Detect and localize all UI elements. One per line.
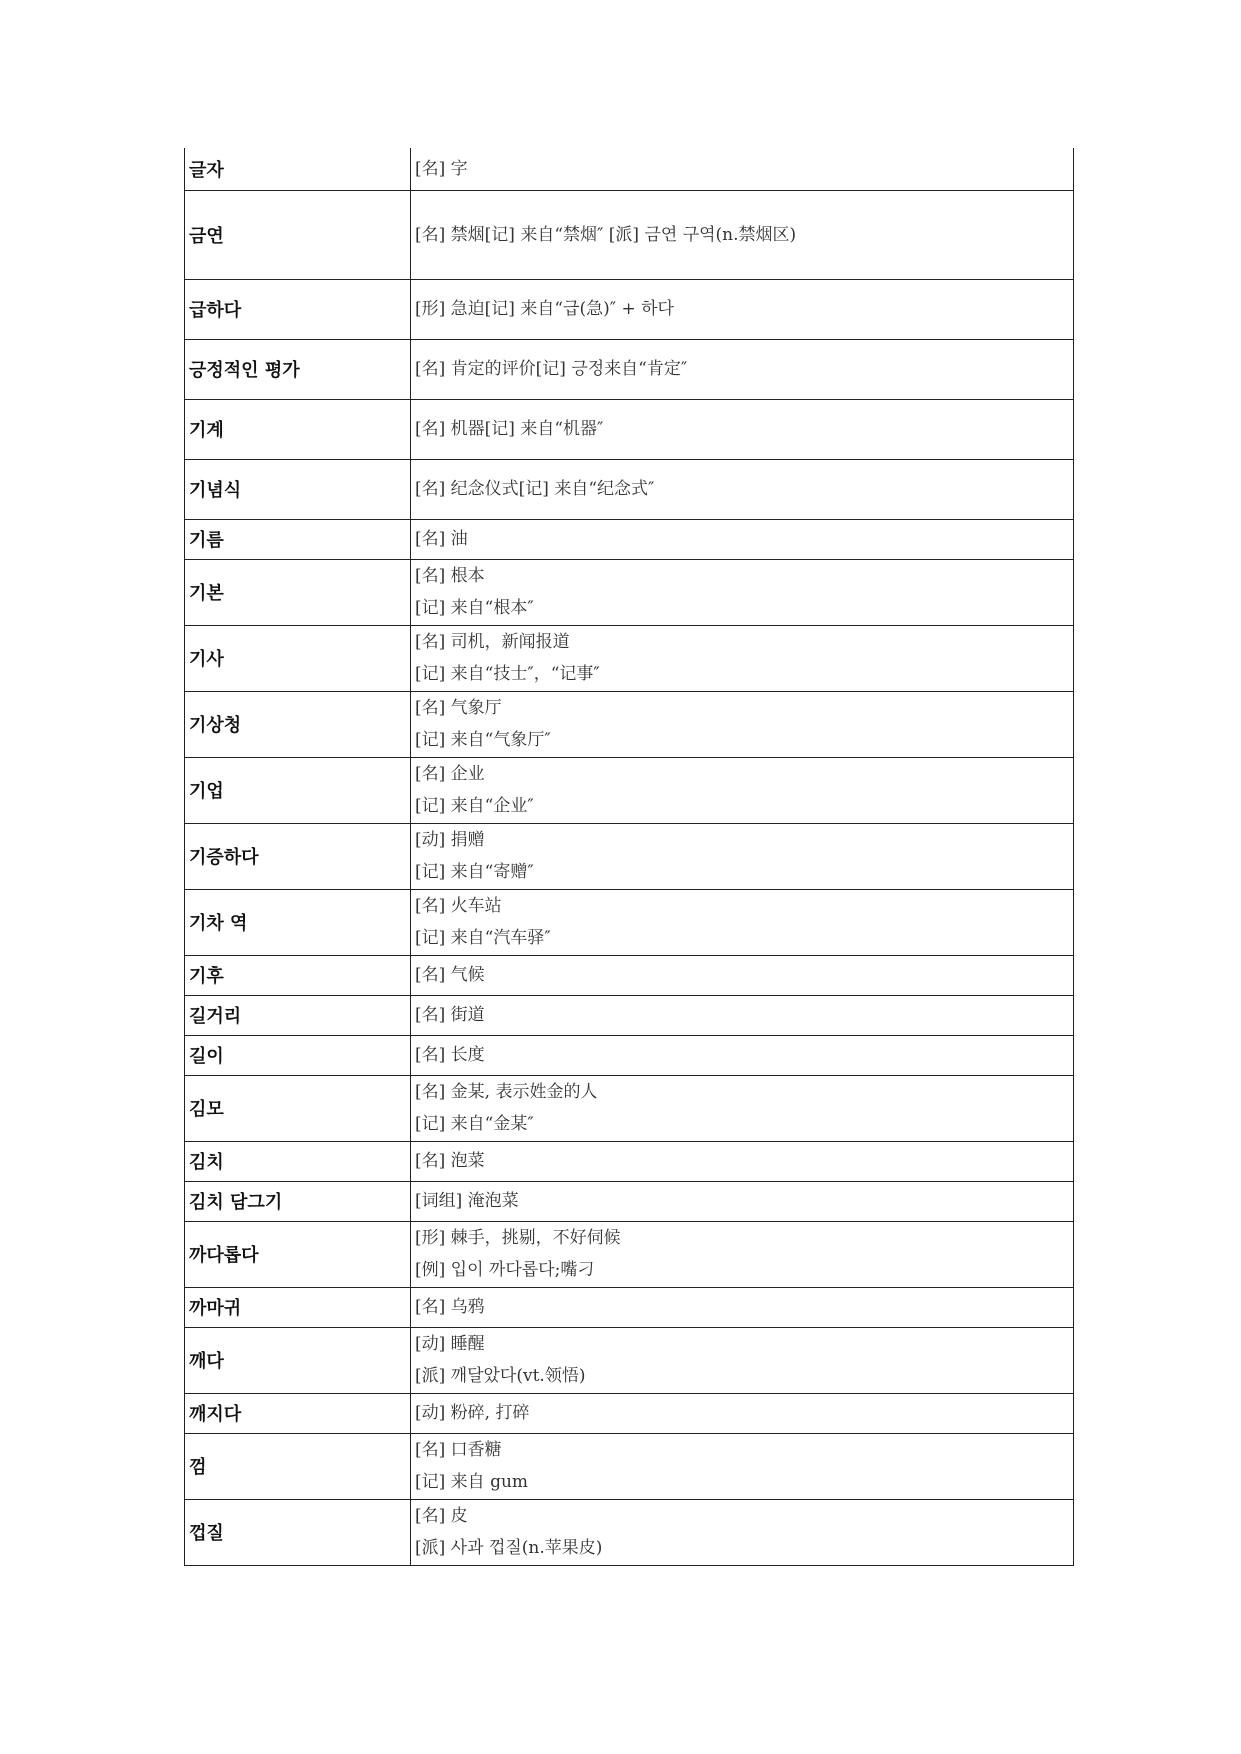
definition-line: [派] 깨달았다(vt.领悟): [415, 1366, 586, 1386]
definition-line: [名] 气象厅: [415, 698, 502, 718]
definition-line: [名] 乌鸦: [415, 1297, 485, 1317]
entry-word: 기업: [185, 757, 411, 823]
table-row: [185, 339, 1074, 399]
entry-word: 기상청: [185, 691, 411, 757]
table-row: [185, 519, 1074, 559]
entry-definition: [411, 1393, 1074, 1433]
entry-word: 긍정적인 평가: [185, 339, 411, 399]
table-row: [185, 995, 1074, 1035]
entry-definition: [411, 1433, 1074, 1499]
entry-definition: [411, 625, 1074, 691]
table-row: [185, 955, 1074, 995]
definition-line: [动] 捐赠: [415, 830, 485, 850]
entry-definition: [411, 757, 1074, 823]
entry-word: 껌: [185, 1433, 411, 1499]
definition-line: [动] 睡醒: [415, 1334, 485, 1354]
definition-line: [名] 街道: [415, 1005, 485, 1025]
entry-definition: [411, 279, 1074, 339]
definition-line: [名] 皮: [415, 1506, 468, 1526]
definition-line: [名] 字: [415, 158, 468, 179]
entry-definition: [411, 889, 1074, 955]
definition-line: [名] 企业: [415, 764, 485, 784]
definition-line: [名] 泡菜: [415, 1151, 485, 1171]
definition-line: [记] 来自“技士″，“记事″: [415, 664, 600, 684]
definition-line: [词组] 淹泡菜: [415, 1191, 519, 1211]
definition-line: [记] 来自“金某″: [415, 1114, 534, 1134]
table-row: [185, 1221, 1074, 1287]
table-row: [185, 148, 1074, 190]
entry-word: 까다롭다: [185, 1221, 411, 1287]
entry-definition: [411, 399, 1074, 459]
table-row: [185, 459, 1074, 519]
entry-word: 김치: [185, 1141, 411, 1181]
table-row: [185, 190, 1074, 279]
table-row: [185, 1499, 1074, 1565]
entry-word: 급하다: [185, 279, 411, 339]
definition-line: [派] 사과 껍질(n.苹果皮): [415, 1538, 603, 1558]
definition-line: [记] 来自“寄赠″: [415, 862, 534, 882]
definition-line: [记] 来自 gum: [415, 1472, 529, 1492]
definition-line: [记] 来自“根本″: [415, 598, 534, 618]
vocabulary-table: [184, 148, 1074, 1566]
entry-definition: [411, 1327, 1074, 1393]
entry-definition: [411, 955, 1074, 995]
entry-definition: [411, 1287, 1074, 1327]
table-row: [185, 625, 1074, 691]
definition-line: [名] 禁烟[记] 来自“禁烟″ [派] 금연 구역(n.禁烟区): [415, 224, 797, 245]
entry-definition: [411, 559, 1074, 625]
entry-word: 길이: [185, 1035, 411, 1075]
entry-definition: [411, 339, 1074, 399]
definition-line: [名] 机器[记] 来自“机器″: [415, 419, 604, 439]
table-row: [185, 1181, 1074, 1221]
vocabulary-table-body: [185, 148, 1074, 1565]
definition-line: [名] 肯定的评价[记] 긍정来自“肯定″: [415, 359, 688, 379]
table-row: [185, 1075, 1074, 1141]
entry-word: 깨지다: [185, 1393, 411, 1433]
definition-line: [名] 长度: [415, 1045, 485, 1065]
table-row: [185, 559, 1074, 625]
table-row: [185, 1287, 1074, 1327]
definition-line: [形] 急迫[记] 来自“급(急)″ + 하다: [415, 299, 674, 319]
entry-word: 까마귀: [185, 1287, 411, 1327]
entry-definition: [411, 519, 1074, 559]
entry-definition: [411, 1181, 1074, 1221]
entry-definition: [411, 691, 1074, 757]
entry-word: 글자: [185, 148, 411, 190]
definition-line: [记] 来自“气象厅″: [415, 730, 551, 750]
definition-line: [记] 来自“汽车驿″: [415, 928, 551, 948]
entry-word: 기차 역: [185, 889, 411, 955]
definition-line: [名] 纪念仪式[记] 来自“纪念式″: [415, 479, 655, 499]
definition-line: [例] 입이 까다롭다;嘴刁: [415, 1260, 595, 1280]
entry-definition: [411, 823, 1074, 889]
table-row: [185, 691, 1074, 757]
table-row: [185, 1141, 1074, 1181]
entry-word: 껍질: [185, 1499, 411, 1565]
table-row: [185, 1035, 1074, 1075]
entry-word: 기증하다: [185, 823, 411, 889]
definition-line: [名] 司机，新闻报道: [415, 632, 570, 652]
entry-word: 기본: [185, 559, 411, 625]
definition-line: [名] 口香糖: [415, 1440, 502, 1460]
entry-definition: [411, 1499, 1074, 1565]
entry-definition: [411, 1141, 1074, 1181]
table-row: [185, 823, 1074, 889]
definition-line: [名] 火车站: [415, 896, 502, 916]
entry-definition: [411, 190, 1074, 279]
definition-line: [动] 粉碎, 打碎: [415, 1403, 530, 1423]
table-row: [185, 757, 1074, 823]
entry-word: 길거리: [185, 995, 411, 1035]
entry-word: 기후: [185, 955, 411, 995]
entry-word: 김치 담그기: [185, 1181, 411, 1221]
table-row: [185, 1393, 1074, 1433]
definition-line: [名] 油: [415, 529, 468, 549]
entry-definition: [411, 459, 1074, 519]
definition-line: [名] 金某, 表示姓金的人: [415, 1082, 598, 1102]
table-row: [185, 889, 1074, 955]
table-row: [185, 1433, 1074, 1499]
table-row: [185, 1327, 1074, 1393]
table-row: [185, 279, 1074, 339]
entry-word: 깨다: [185, 1327, 411, 1393]
entry-definition: [411, 148, 1074, 190]
definition-line: [名] 气候: [415, 965, 485, 985]
definition-line: [形] 棘手，挑剔，不好伺候: [415, 1228, 621, 1248]
definition-line: [记] 来自“企业″: [415, 796, 534, 816]
entry-definition: [411, 1035, 1074, 1075]
entry-word: 기계: [185, 399, 411, 459]
entry-word: 기사: [185, 625, 411, 691]
entry-definition: [411, 995, 1074, 1035]
entry-word: 기념식: [185, 459, 411, 519]
entry-word: 김모: [185, 1075, 411, 1141]
entry-definition: [411, 1221, 1074, 1287]
entry-definition: [411, 1075, 1074, 1141]
entry-word: 기름: [185, 519, 411, 559]
entry-word: 금연: [185, 190, 411, 279]
table-row: [185, 399, 1074, 459]
definition-line: [名] 根本: [415, 566, 485, 586]
